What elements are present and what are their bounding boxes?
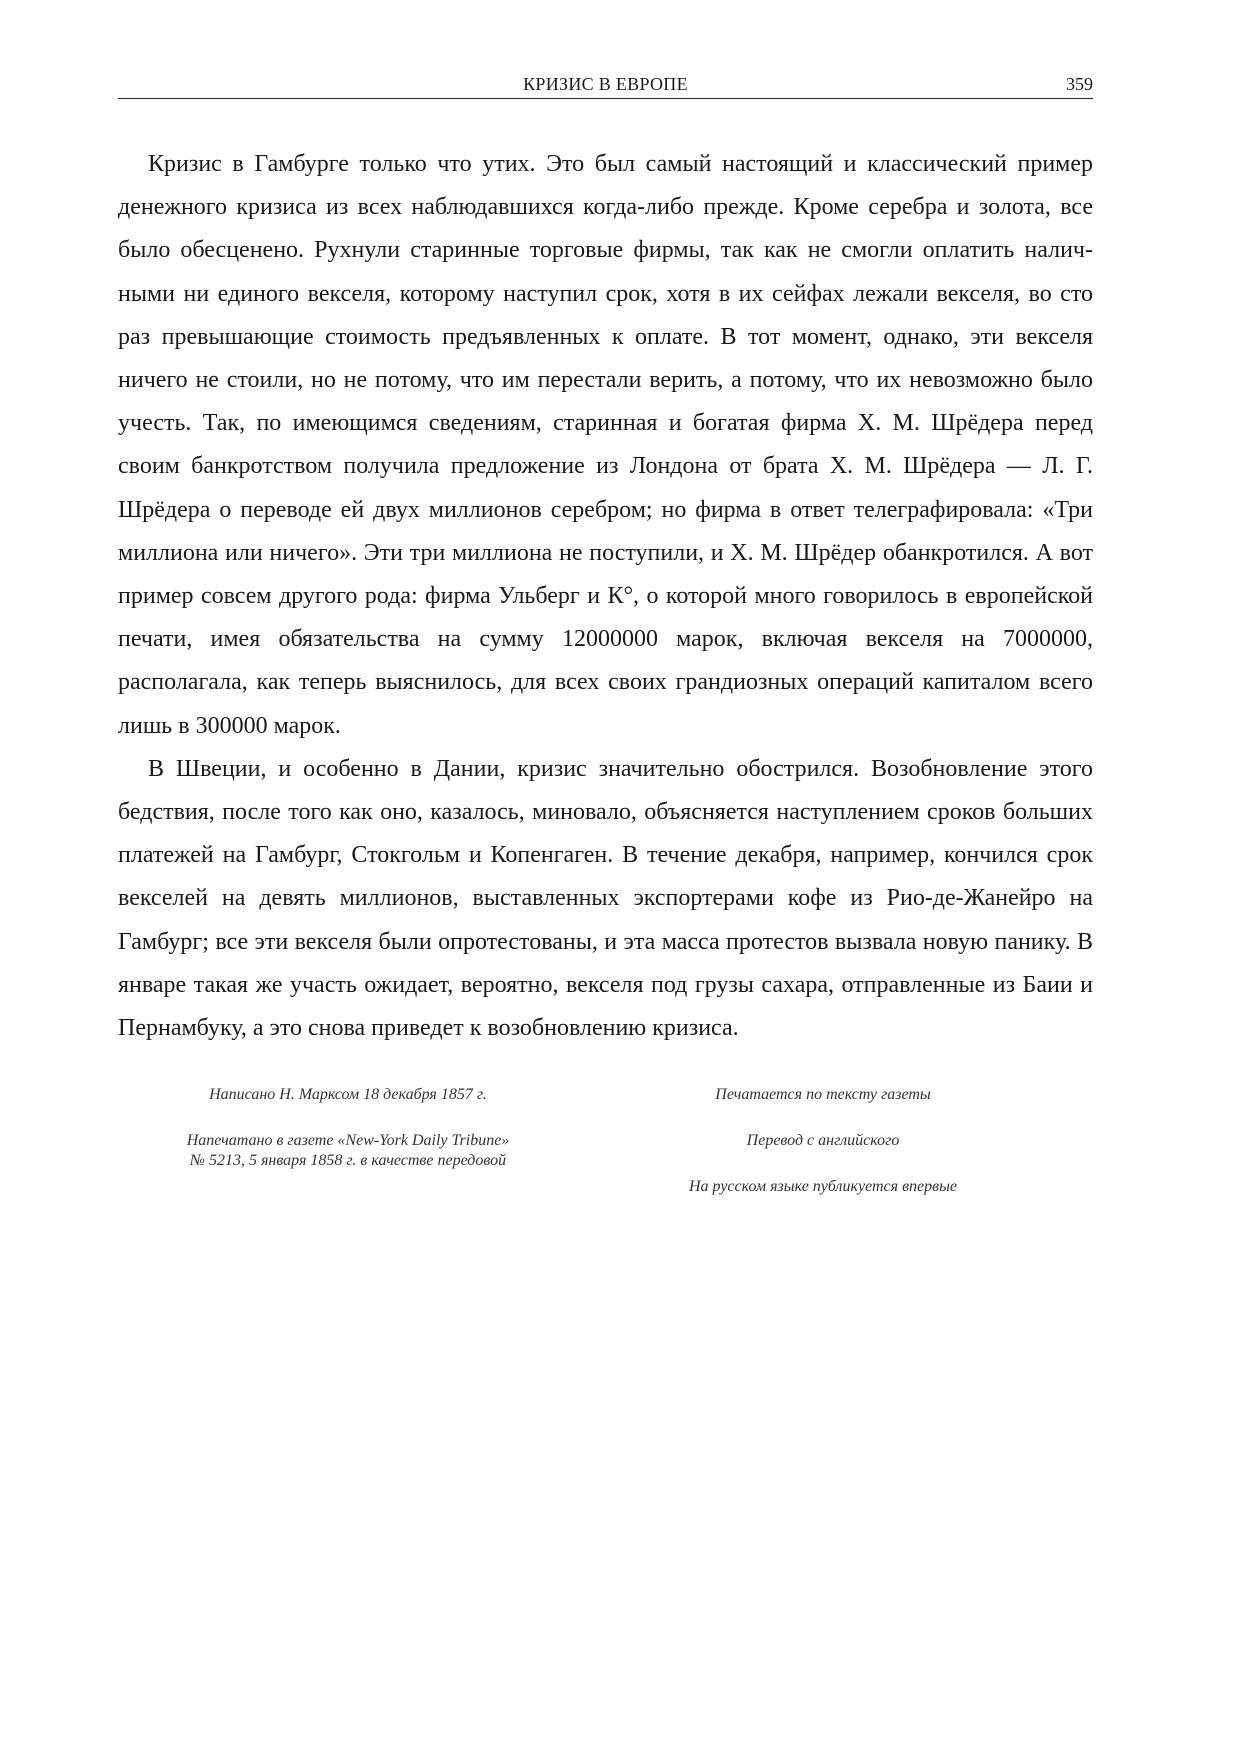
source-note: Печатается по тексту газеты	[715, 1086, 931, 1103]
running-head	[118, 74, 1093, 99]
running-title: КРИЗИС В ЕВРОПЕ	[523, 74, 688, 94]
page-number: 359	[1066, 74, 1093, 94]
printed-note	[118, 1131, 578, 1171]
paragraph-1: Кризис в Гамбурге только что утих. Это был самый настоящий и классический пример денежного кризиса из всех наблюдавшихся когда-либо прежде. Кроме серебра и золота, все было обесценено. Рухнули старинные торговые фирмы, так как не смогли оплатить наличными ни единого векселя, которому наступил срок, хотя в их сейфах лежали векселя, во сто раз превышающие стоимость предъявленных к оплате. В тот момент, однако, эти векселя ничего не стоили, но не потому, что им перестали верить, а потому, что их невозможно было учесть. Так, по имеющимся сведениям, старинная и богатая фирма Х. М. Шрёдера перед своим банкротством получила предложение из Лондона от брата Х. М. Шрёдера — Л. Г. Шрёдера о переводе ей двух миллионов серебром; но фирма в ответ телеграфировала: «Три миллиона или ничего». Эти три миллиона не поступили, и Х. М. Шрёдер обанкротился. А вот пример совсем другого рода: фирма Ульберг и К°, о которой много говорилось в европейской печати, имея обязательства на сумму 12000000 марок, включая векселя на 7000000, располагала, как теперь выяснилось, для всех своих грандиозных операций капиталом всего лишь в 300000 марок.	[118, 151, 1093, 739]
body-text	[118, 143, 1093, 1050]
editorial-notes-right	[553, 1085, 1093, 1223]
first-publication-note: На русском языке публикуется впервые	[688, 1178, 958, 1195]
paragraph-2: В Швеции, и особенно в Дании, кризис значительно обострился. Возобновление этого бедствия, после того как оно, казалось, миновало, объясняется наступлением сроков больших платежей на Гамбург, Стокгольм и Копенгаген. В течение декабря, например, кончился срок векселей на девять миллионов, выставленных экспортерами кофе из Рио-де-Жанейро на Гамбург; все эти векселя были опротестованы, и эта масса протестов вызвала новую панику. В январе такая же участь ожидает, вероятно, векселя под грузы сахара, отправленные из Баии и Пернамбуку, а это снова приведет к возобновлению кризиса.	[118, 755, 1093, 1042]
printed-note-line-2: № 5213, 5 января 1858 г. в качестве передовой	[189, 1152, 507, 1169]
translation-note: Перевод с английского	[746, 1132, 900, 1149]
printed-note-line-1: Напечатано в газете «New-York Daily Tribune»	[186, 1132, 510, 1149]
written-note: Написано Н. Марксом 18 декабря 1857 г.	[209, 1086, 487, 1103]
editorial-notes-left	[118, 1085, 578, 1171]
